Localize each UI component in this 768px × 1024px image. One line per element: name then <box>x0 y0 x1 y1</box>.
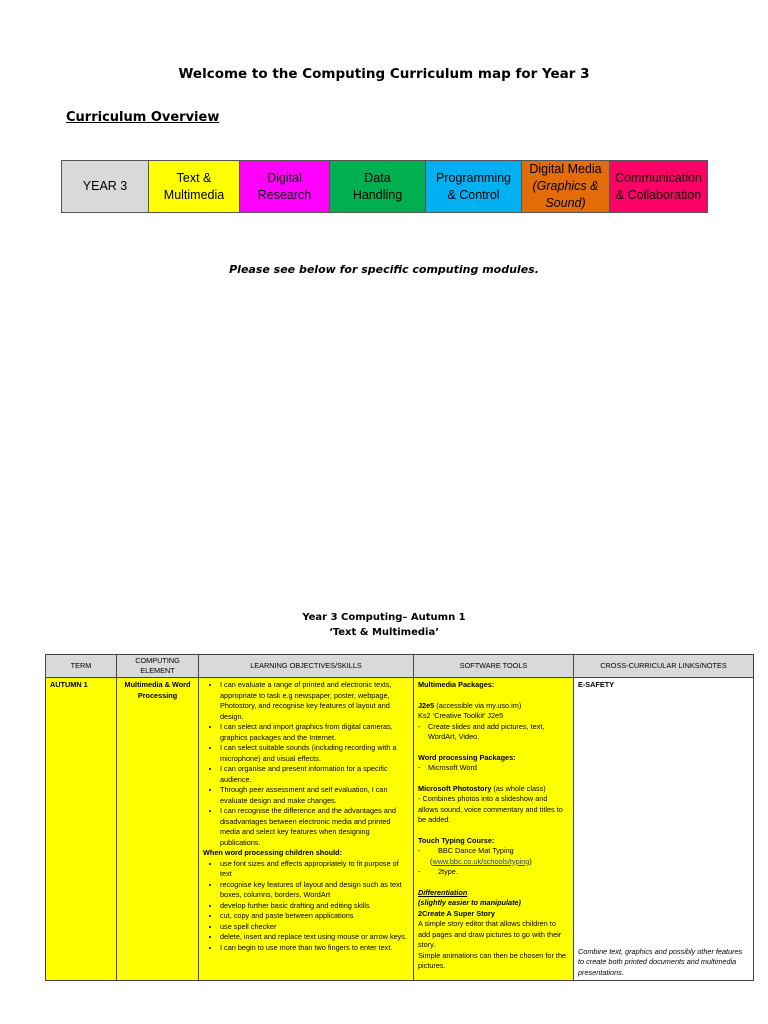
ks2-item: - Create slides and add pictures, text, WordArt, Video. <box>418 722 569 743</box>
header-software-tools: SOFTWARE TOOLS <box>414 655 574 678</box>
table-header-row <box>46 655 754 678</box>
photostory-name: Microsoft Photostory <box>418 783 492 793</box>
typing-link[interactable]: www.bbc.co.uk/schools/typing <box>432 856 530 866</box>
list-item: • Through peer assessment and self evaluation, I can evaluate design and make changes. <box>220 785 409 806</box>
dance-mat-label: - BBC Dance Mat Typing <box>438 846 514 855</box>
word-processing-packages-heading: Word processing Packages: <box>418 752 516 762</box>
overview-module-label: Digital Research <box>257 170 312 202</box>
cross-curricular-note: Combine text, graphics and possibly other features to create both printed documents and multimedia presentations. <box>578 946 743 977</box>
header-term: TERM <box>46 655 117 678</box>
overview-module-text-multimedia <box>149 161 240 212</box>
element-cell <box>117 678 199 981</box>
overview-module-programming-control <box>426 161 522 212</box>
e-safety-heading: E-SAFETY <box>578 680 615 689</box>
overview-module-label: Digital Media <box>529 162 602 176</box>
list-item: • I can organise and present information for a specific audience. <box>220 764 409 785</box>
cross-curricular-cell <box>574 678 754 981</box>
module-title <box>0 610 768 640</box>
list-item: • I can recognise the difference and the advantages and disadvantages between electronic media and printed media and select key features when designing publications. <box>220 806 409 848</box>
overview-module-sublabel: (Graphics & Sound) <box>532 179 599 210</box>
modules-note: Please see below for specific computing modules. <box>229 263 539 276</box>
software-cell <box>414 678 574 981</box>
differentiation-subheading: (slightly easier to manipulate) <box>418 898 521 907</box>
module-title-name: ‘Text & Multimedia’ <box>328 627 440 638</box>
term-cell <box>46 678 117 981</box>
element-value: Multimedia & Word Processing <box>124 680 191 700</box>
list-item: • use spell checker <box>220 922 409 933</box>
j2e5-note: (accessible via my.uso.im) <box>434 700 522 710</box>
list-item: • I can select and import graphics from digital cameras, graphics packages and the Internet. <box>220 722 409 743</box>
overview-year-label: YEAR 3 <box>82 179 128 193</box>
overview-module-label: Programming & Control <box>435 170 512 202</box>
overview-module-label: Text & Multimedia <box>163 170 225 202</box>
overview-year-cell <box>62 161 149 212</box>
super-story-animations: Simple animations can then be chosen for the pictures. <box>418 950 567 970</box>
overview-module-communication-collaboration <box>610 161 707 212</box>
overview-module-digital-media <box>522 161 610 212</box>
header-learning-objectives: LEARNING OBJECTIVES/SKILLS <box>199 655 414 678</box>
microsoft-word-item: - Microsoft Word <box>418 763 569 774</box>
header-computing-element: COMPUTING ELEMENT <box>117 655 199 678</box>
photostory-line <box>418 784 569 795</box>
dance-mat-item: - BBC Dance Mat Typing (www.bbc.co.uk/schools/typing) <box>418 846 569 867</box>
list-item: • develop further basic drafting and editing skills <box>220 901 409 912</box>
header-cross-curricular: CROSS-CURRICULAR LINKS/NOTES <box>574 655 754 678</box>
photostory-note: (as whole class) <box>491 783 546 793</box>
overview-heading: Curriculum Overview <box>66 110 220 125</box>
word-processing-list <box>203 859 409 954</box>
differentiation-heading: Differentiation <box>418 887 468 897</box>
term-value: AUTUMN 1 <box>50 680 88 689</box>
super-story-heading: 2Create A Super Story <box>418 908 495 918</box>
overview-module-digital-research <box>240 161 330 212</box>
list-item: • I can evaluate a range of printed and electronic texts, appropriate to task e.g newspaper, poster, webpage, Photostory, and recognise key features of layout and design. <box>220 680 409 722</box>
j2e5-name: J2e5 <box>418 700 435 710</box>
photostory-description: - Combines photos into a slideshow and allows sound, voice commentary and titles to be added. <box>418 794 563 824</box>
list-item: • I can select suitable sounds (including recording with a microphone) and visual effects. <box>220 743 409 764</box>
ks2-line: Ks2 ‘Creative Toolkit’ J2e5 <box>418 711 504 720</box>
list-item: • I can begin to use more than two fingers to enter text. <box>220 943 409 954</box>
touch-typing-heading: Touch Typing Course: <box>418 835 495 845</box>
module-title-year: Year 3 Computing– Autumn 1 <box>302 612 466 623</box>
super-story-description: A simple story editor that allows children to add pages and draw pictures to go with their story. <box>418 919 562 949</box>
page-title: Welcome to the Computing Curriculum map for Year 3 <box>178 66 590 82</box>
table-row <box>46 678 754 981</box>
curriculum-overview-table <box>61 160 708 213</box>
list-item: • recognise key features of layout and design such as text boxes, columns, borders, WordArt <box>220 880 409 901</box>
overview-module-data-handling <box>330 161 426 212</box>
overview-module-label: Data Handling <box>352 170 403 202</box>
module-plan-table <box>45 654 754 981</box>
list-item: • cut, copy and paste between applications <box>220 911 409 922</box>
overview-module-label: Communication & Collaboration <box>615 170 702 202</box>
2type-item: - 2type. <box>418 867 569 878</box>
word-processing-heading: When word processing children should: <box>203 848 343 857</box>
list-item: • use font sizes and effects appropriately to fit purpose of text <box>220 859 409 880</box>
j2e5-line <box>418 701 569 712</box>
objectives-list <box>203 680 409 848</box>
list-item: • delete, insert and replace text using mouse or arrow keys. <box>220 932 409 943</box>
objectives-cell <box>199 678 414 981</box>
multimedia-packages-heading: Multimedia Packages: <box>418 680 495 689</box>
